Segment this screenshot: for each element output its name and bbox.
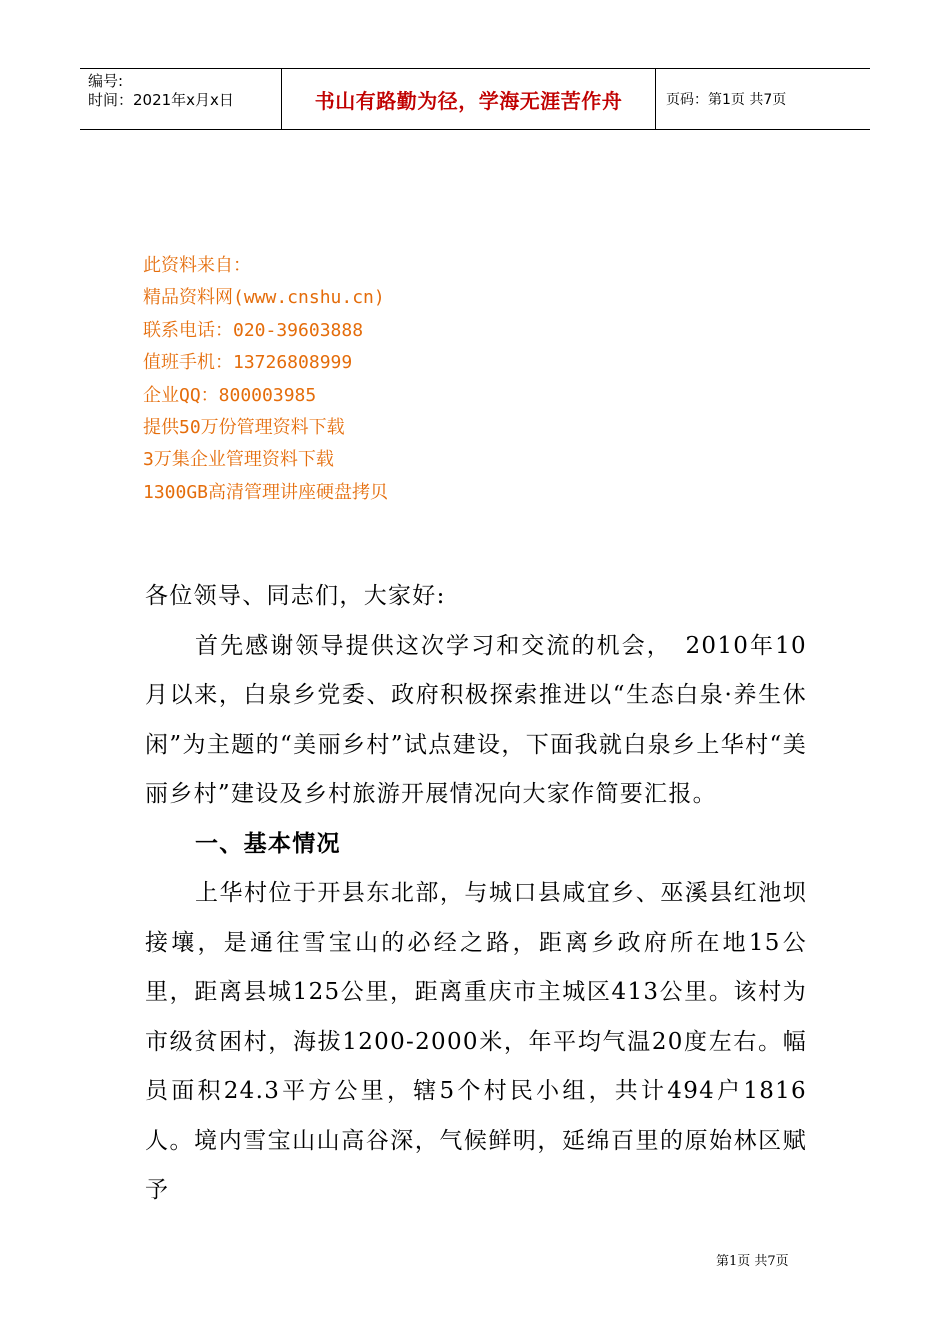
- source-line: 此资料来自：: [143, 255, 251, 276]
- paragraph-basic-info: 上华村位于开县东北部，与城口县咸宜乡、巫溪县红池坝接壤，是通往雪宝山的必经之路，距离乡政府所在地15公里，距离县城125公里，距离重庆市主城区413公里。该村为市级贫困村，海拔1200-2000米，年平均气温20度左右。幅员面积24.3平方公里，辖5个村民小组，共计494户1816人。境内雪宝山山高谷深，气候鲜明，延绵百里的原始林区赋予: [145, 880, 807, 1203]
- header-meta: [80, 69, 282, 129]
- header-motto: 书山有路勤为径，学海无涯苦作舟: [282, 69, 656, 129]
- document-number-label: 编号:: [88, 72, 124, 90]
- source-line: 企业QQ：800003985: [143, 384, 317, 406]
- source-line: 值班手机：13726808999: [143, 352, 353, 374]
- page-header: [80, 68, 870, 130]
- source-line: 3万集企业管理资料下载: [143, 449, 334, 471]
- document-body: [145, 572, 807, 1216]
- paragraph-intro: 首先感谢领导提供这次学习和交流的机会， 2010年10月以来，白泉乡党委、政府积极探索推进以“生态白泉·养生休闲”为主题的“美丽乡村”试点建设，下面我就白泉乡上华村“美丽乡村”建设及乡村旅游开展情况向大家作简要汇报。: [145, 632, 807, 807]
- source-info-block: [143, 250, 388, 509]
- document-date-label: 时间：2021年x月x日: [88, 91, 234, 109]
- section-heading: 一、基本情况: [195, 830, 341, 857]
- greeting: 各位领导、同志们，大家好:: [145, 583, 446, 609]
- source-line: 精品资料网(www.cnshu.cn): [143, 287, 385, 309]
- source-line: 1300GB高清管理讲座硬盘拷贝: [143, 481, 389, 503]
- header-page-number: 页码：第1页 共7页: [666, 92, 787, 108]
- source-line: 提供50万份管理资料下载: [143, 417, 345, 439]
- page-footer: 第1页 共7页: [716, 1254, 789, 1269]
- source-line: 联系电话：020-39603888: [143, 319, 364, 341]
